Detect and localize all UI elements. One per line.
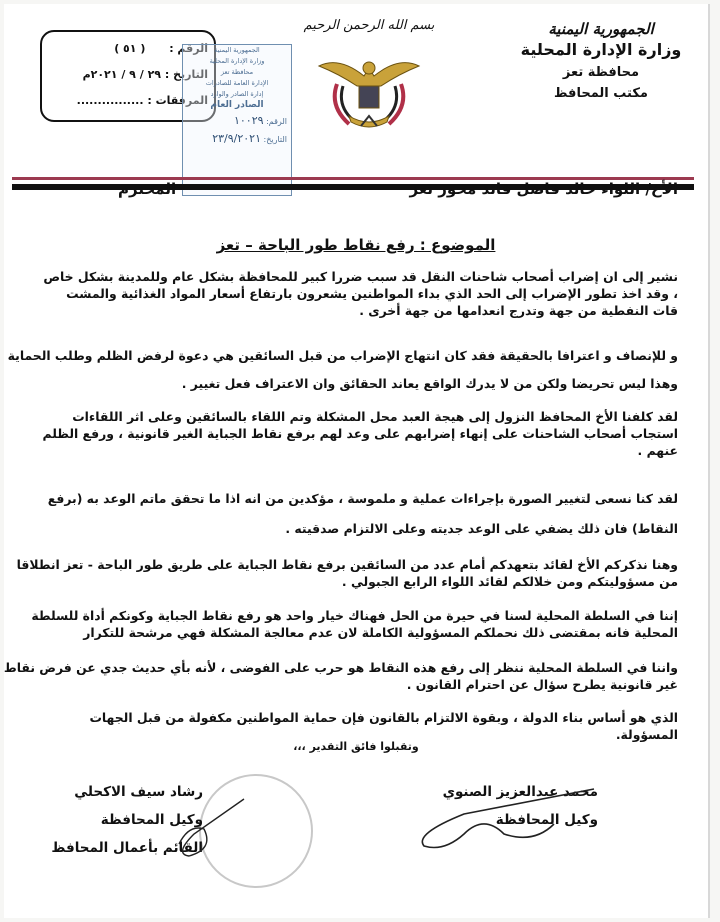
ref-number: الرقم : ( ٥١ ) [114, 42, 208, 55]
signature-scribble-icon [404, 784, 604, 854]
letterhead-office: مكتب المحافظ [554, 86, 648, 101]
incoming-stamp: الجمهورية اليمنية وزارة الإدارة المحلية محافظة تعز الإدارة العامة للصادرات إدارة الصادر والوارد الصادر العام الرقم: ١٠٠٢٩ التاريخ: ٢٣/٩/٢٠٢١ [182, 44, 292, 196]
letterhead [516, 20, 686, 101]
signatory-title-2: القائم بأعمال المحافظ [51, 840, 203, 856]
paragraph-7: واننا في السلطة المحلية ننظر إلى رفع هذه النقاط هو حرب على الفوضى ، لأنه بأي حديث جدي عن فرض نقاط غير قانونية يطرح سؤال عن احترام القانون . [3, 660, 678, 692]
signatory-name: رشاد سيف الاكحلي [74, 784, 203, 800]
paragraph-3: لقد كلفنا الأخ المحافظ النزول إلى هيجة العبد محل المشكلة وتم اللقاء بالسائقين وعلى اثر اللقاءات استجاب أصحاب الشاحنات على إنهاء إضرابهم على وعد لهم برفع نقاط الجباية الغير قانونية ، ورفع الظلم عنهم . [42, 409, 678, 458]
ref-date: التاريخ : ٢٩ / ٩ / ٢٠٢١م [82, 68, 208, 81]
paragraph-5: وهنا نذكركم الأخ لقائد بتعهدكم أمام عدد من السائقين برفع نقاط الجباية على طريق طور الباحة - تعز انطلاقا من مسؤوليتكم ومن خلالكم لقائد اللواء الرابع الجبولي . [16, 557, 678, 589]
addressee [118, 180, 678, 198]
letterhead-ministry: وزارة الإدارة المحلية [520, 40, 682, 59]
paragraph-1: نشير إلى ان إضراب أصحاب شاحنات النقل قد سبب ضررا كبير للمحافظة بشكل عام وللمدينة بشكل خاص ، وقد اخذ تطور الإضراب إلى الحد الذي بداء المواطنين يشعرون بارتفاع أسعار المواد الغذائية والمشت قات النفطية من جهة وتدرج انعدامها من جهة أخرى . [43, 269, 678, 318]
signatory-title: وكيل المحافظة [100, 812, 203, 828]
signatory-name: محمد عبدالعزيز الصنوي [442, 784, 598, 800]
paragraph-4: لقد كنا نسعى لتغيير الصورة بإجراءات عملية و ملموسة ، مؤكدين من انه اذا ما تحقق ماتم الوعد به (برفع النقاط) فان ذلك يضفي على الوعد جديته وعلى الالتزام صدقيته . [47, 491, 678, 536]
basmala: بسم الله الرحمن الرحيم [303, 18, 435, 33]
subject-line: الموضوع : رفع نقاط طور الباحة – تعز [216, 236, 496, 254]
paragraph-8: الذي هو أساس بناء الدولة ، وبقوة الالتزام بالقانون فإن حماية المواطنين مكفولة من قبل الجهات المسؤولة. [89, 710, 678, 742]
yemen-emblem-icon [309, 46, 429, 134]
addressee-honorific: المحترم [118, 180, 177, 198]
closing-line: وتقبلوا فائق التقدير ،،، [293, 740, 419, 753]
letterhead-country: الجمهورية اليمنية [548, 20, 654, 38]
signatory-title: وكيل المحافظة [495, 812, 598, 828]
signature-scribble-icon [134, 794, 254, 864]
paragraph-2: و للإنصاف و اعترافا بالحقيقة فقد كان انتهاج الإضراب من قبل السائقين هي دعوة لرفض الظلم وطلب الحماية وهذا ليس تحريضا ولكن من لا يدرك الواقع يعاند الحقائق وان الاعتراف فعل تغيير . [7, 348, 678, 391]
addressee-name: الأخ/ اللواء خالد فاضل قائد محور تعز [409, 180, 678, 198]
ref-attachments: المرفقات : ................ [76, 94, 208, 107]
document-page [4, 4, 710, 918]
paragraph-6: إننا في السلطة المحلية لسنا في حيرة من الحل فهناك خيار واحد هو رفع نقاط الجباية وكونكم أداة للسلطة المحلية فانه بمقتضى ذلك نحملكم المسؤولية الكاملة لان عدم معالجة المشكلة فهي مرشحة للتكرار [31, 608, 678, 640]
letterhead-governorate: محافظة تعز [562, 65, 640, 80]
